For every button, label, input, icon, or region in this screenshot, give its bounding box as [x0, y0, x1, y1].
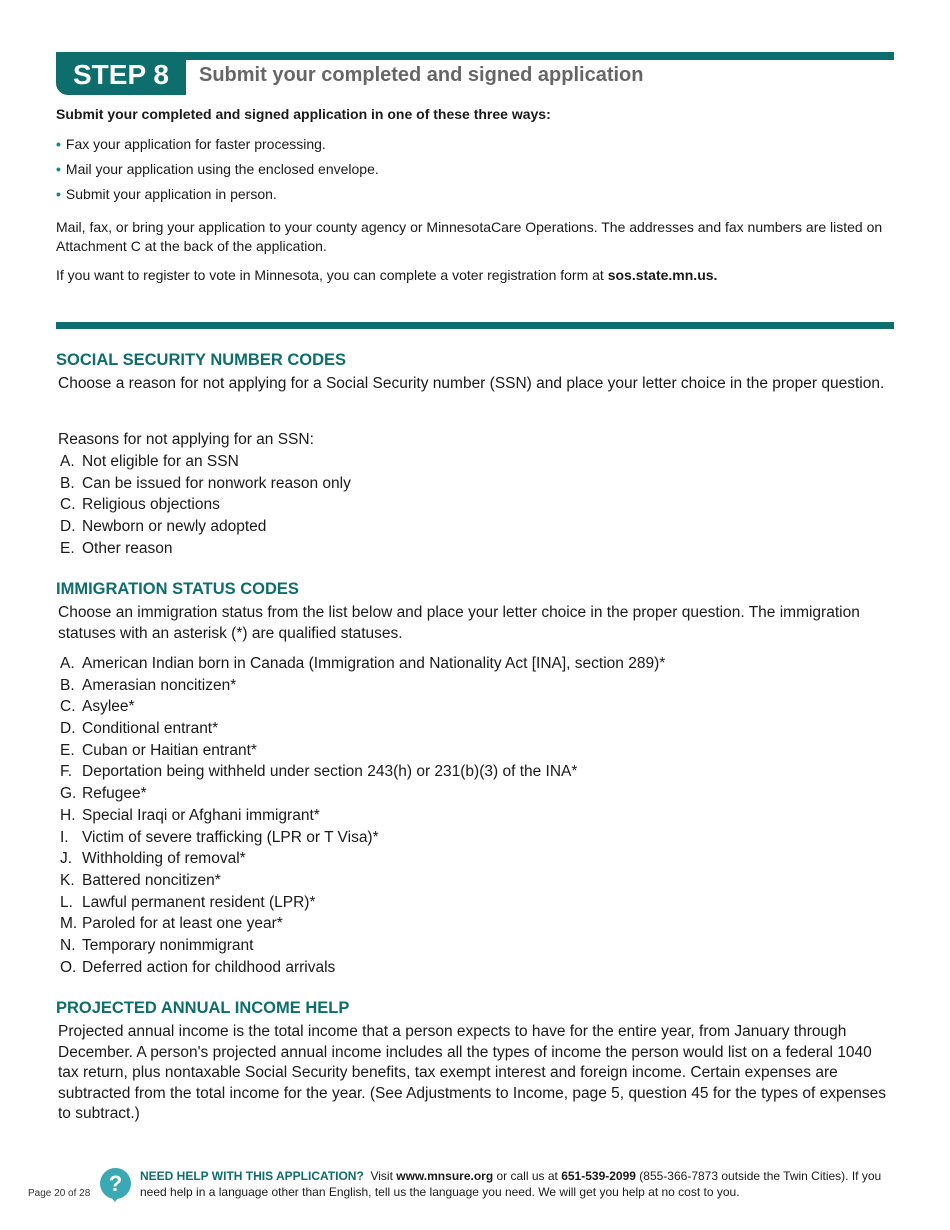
help-text: NEED HELP WITH THIS APPLICATION? Visit www.mnsure.org or call us at 651-539-2099 (855-366-7873 outside the Twin Cities). If you need help in a language other than English, tell us the language you need. We will get you help at no cost to you.: [140, 1169, 882, 1199]
list-item: C. Asylee*: [60, 698, 135, 716]
page-number: Page 20 of 28: [28, 1188, 91, 1199]
submit-methods-list: [56, 132, 379, 207]
list-item: M. Paroled for at least one year*: [60, 915, 283, 933]
ssn-reasons-label: Reasons for not applying for an SSN:: [58, 431, 314, 448]
ssn-text: Choose a reason for not applying for a Social Security number (SSN) and place your letter choice in the proper question.: [58, 375, 885, 392]
list-item: B. Can be issued for nonwork reason only: [60, 474, 351, 492]
section-divider: [56, 322, 894, 329]
bullet-icon: •: [56, 136, 61, 152]
list-item: J. Withholding of removal*: [60, 850, 246, 868]
list-item: E. Other reason: [60, 539, 173, 557]
step-badge: STEP 8: [56, 52, 186, 95]
list-item: I. Victim of severe trafficking (LPR or T Visa)*: [60, 828, 379, 846]
list-item: D. Conditional entrant*: [60, 720, 219, 738]
list-item: B. Amerasian noncitizen*: [60, 676, 237, 694]
list-item: D. Newborn or newly adopted: [60, 518, 267, 536]
list-item: H. Special Iraqi or Afghani immigrant*: [60, 806, 320, 824]
list-item: E. Cuban or Haitian entrant*: [60, 741, 257, 759]
list-item: • Fax your application for faster processing.: [56, 136, 326, 152]
ssn-code-list: [60, 451, 351, 559]
help-icon: ?: [100, 1168, 131, 1199]
list-item: C. Religious objections: [60, 496, 220, 514]
list-item: F. Deportation being withheld under section 243(h) or 231(b)(3) of the INA*: [60, 763, 578, 781]
income-heading: PROJECTED ANNUAL INCOME HELP: [56, 999, 350, 1017]
need-help-label: NEED HELP WITH THIS APPLICATION?: [140, 1169, 364, 1183]
list-item: A. American Indian born in Canada (Immigration and Nationality Act [INA], section 289)*: [60, 655, 666, 672]
list-item: A. Not eligible for an SSN: [60, 453, 239, 470]
vote-link[interactable]: sos.state.mn.us.: [607, 267, 718, 283]
mail-note: Mail, fax, or bring your application to your county agency or MinnesotaCare Operations. The addresses and fax numbers are listed on Attachment C at the back of the application.: [56, 219, 883, 254]
mnsure-link[interactable]: www.mnsure.org: [396, 1169, 494, 1183]
immigration-heading: IMMIGRATION STATUS CODES: [56, 580, 299, 598]
list-item: O. Deferred action for childhood arrivals: [60, 958, 336, 976]
bullet-icon: •: [56, 186, 61, 202]
list-item: K. Battered noncitizen*: [60, 871, 221, 889]
submit-intro: Submit your completed and signed application in one of these three ways:: [56, 106, 551, 122]
list-item: • Mail your application using the enclosed envelope.: [56, 161, 379, 177]
immigration-code-list: [60, 653, 665, 978]
bullet-icon: •: [56, 161, 61, 177]
step-title: Submit your completed and signed application: [199, 64, 644, 86]
phone-number[interactable]: 651-539-2099: [561, 1169, 636, 1183]
immigration-text: Choose an immigration status from the list below and place your letter choice in the proper question. The immigration statuses with an asterisk (*) are qualified statuses.: [58, 604, 860, 642]
vote-note: If you want to register to vote in Minnesota, you can complete a voter registration form at sos.state.mn.us.: [56, 267, 718, 283]
list-item: L. Lawful permanent resident (LPR)*: [60, 893, 316, 911]
ssn-heading: SOCIAL SECURITY NUMBER CODES: [56, 351, 347, 369]
list-item: N. Temporary nonimmigrant: [60, 936, 254, 954]
income-text: Projected annual income is the total income that a person expects to have for the entire year, from January through December. A person's projected annual income includes all the types of income the person would list on a federal 1040 tax return, plus nontaxable Social Security benefits, tax exempt interest and foreign income. Certain expenses are subtracted from the total income for the year. (See Adjustments to Income, page 5, question 45 for the types of expenses to subtract.): [58, 1023, 887, 1122]
list-item: • Submit your application in person.: [56, 186, 277, 202]
list-item: G. Refugee*: [60, 785, 147, 803]
